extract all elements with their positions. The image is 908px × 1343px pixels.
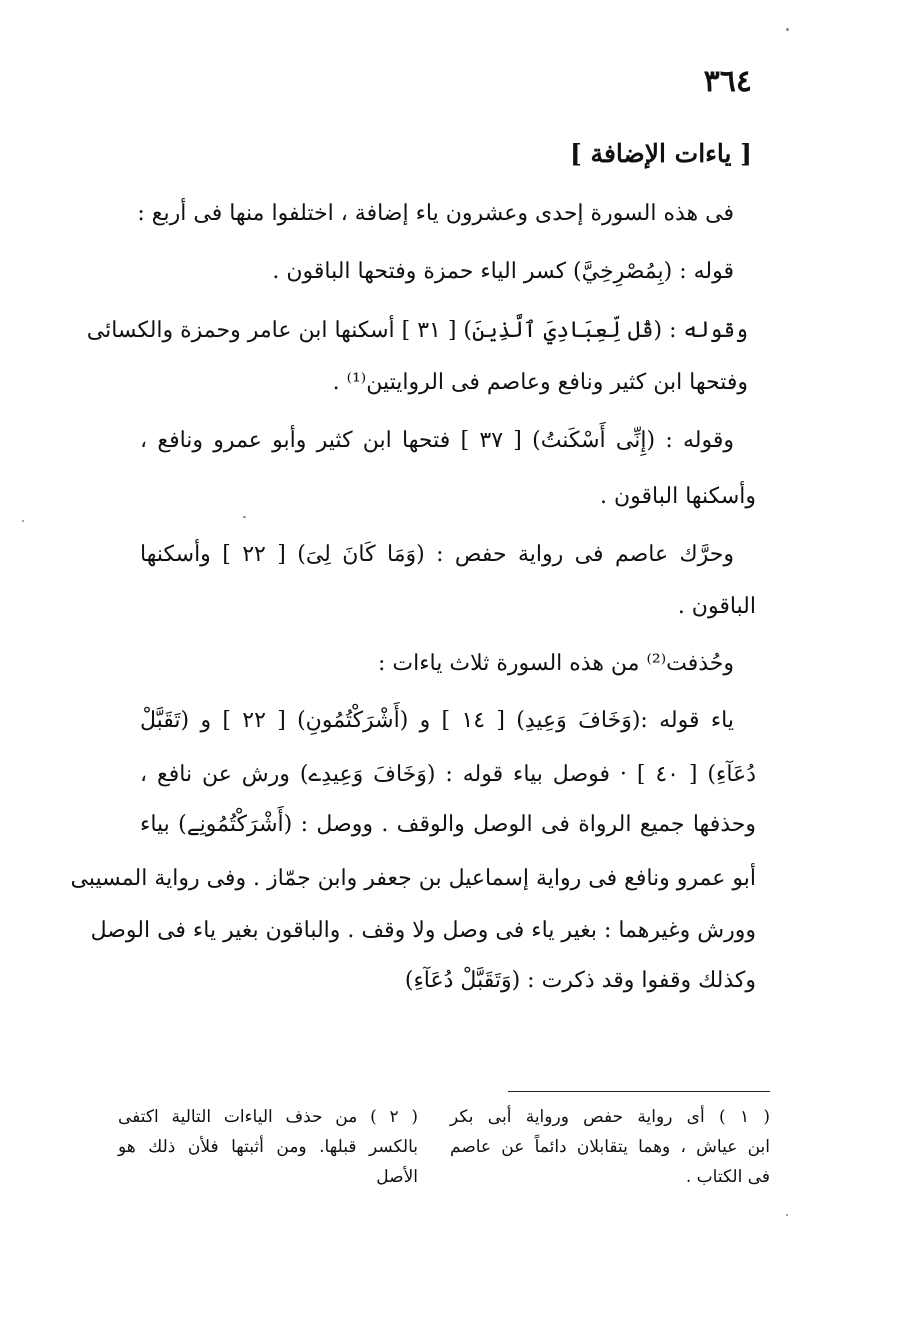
body-line-7: وحرَّك عاصم فى رواية حفص : (وَمَا كَانَ لِىَ) [ ٢٢ ] وأسكنها xyxy=(140,542,734,567)
scan-speck xyxy=(786,28,789,31)
body-line-2: قوله : (بِمُصْرِخِيَّ) كسر الياء حمزة وفتحها الباقون . xyxy=(272,259,734,284)
body-line-4: وفتحها ابن كثير ونافع وعاصم فى الروايتين⁽¹⁾ . xyxy=(332,370,748,395)
body-line-11: دُعَآءِ) [ ٤٠ ] · فوصل بياء قوله : (وَخَافَ وَعِيدِے) ورش عن نافع ، xyxy=(140,762,756,787)
footnote-1-line-3: فى الكتاب . xyxy=(685,1167,770,1187)
body-line-6: وأسكنها الباقون . xyxy=(600,484,756,509)
footnote-2-line-2: بالكسر قبلها. ومن أثبتها فلأن ذلك هو xyxy=(118,1137,418,1157)
body-line-13: أبو عمرو ونافع فى رواية إسماعيل بن جعفر وابن جمّاز . وفى رواية المسيبى xyxy=(70,866,756,891)
body-line-10: ياء قوله :(وَخَافَ وَعِيدِ) [ ١٤ ] و (أَشْرَكْتُمُونِ) [ ٢٢ ] و (تَقَبَّلْ xyxy=(140,708,734,733)
body-line-3: وقوله : (قُل لِّعِبَادِيَ ٱلَّذِينَ) [ ٣١ ] أسكنها ابن عامر وحمزة والكسائى xyxy=(86,318,748,343)
body-line-5: وقوله : (إِنِّى أَسْكَنتُ) [ ٣٧ ] فتحها ابن كثير وأبو عمرو ونافع ، xyxy=(140,428,735,453)
body-line-15: وكذلك وقفوا وقد ذكرت : (وَتَقَبَّلْ دُعَآءِ) xyxy=(404,968,756,993)
scan-speck xyxy=(243,516,246,518)
body-line-8: الباقون . xyxy=(677,594,756,619)
footnote-2-line-1: ( ٢ ) من حذف الياءات التالية اكتفى xyxy=(118,1107,418,1127)
body-line-9: وحُذفت⁽²⁾ من هذه السورة ثلاث ياءات : xyxy=(377,651,734,676)
body-line-12: وحذفها جميع الرواة فى الوصل والوقف . ووصل : (أَشْرَكْتُمُونِے) بياء xyxy=(140,812,756,837)
scan-speck xyxy=(786,1214,788,1216)
footnote-separator xyxy=(508,1091,770,1092)
section-heading: [ ياءات الإضافة ] xyxy=(570,139,752,168)
footnote-1-line-2: ابن عياش ، وهما يتقابلان دائماً عن عاصم xyxy=(450,1137,770,1157)
body-line-1: فى هذه السورة إحدى وعشرون ياء إضافة ، اختلفوا منها فى أربع : xyxy=(137,201,734,226)
body-line-14: وورش وغيرهما : بغير ياء فى وصل ولا وقف . والباقون بغير ياء فى الوصل xyxy=(90,918,756,943)
footnote-2-line-3: الأصل xyxy=(376,1167,418,1187)
scan-speck xyxy=(22,520,24,522)
page-number: ٣٦٤ xyxy=(703,64,752,99)
footnote-1-line-1: ( ١ ) أى رواية حفص ورواية أبى بكر xyxy=(450,1107,770,1127)
